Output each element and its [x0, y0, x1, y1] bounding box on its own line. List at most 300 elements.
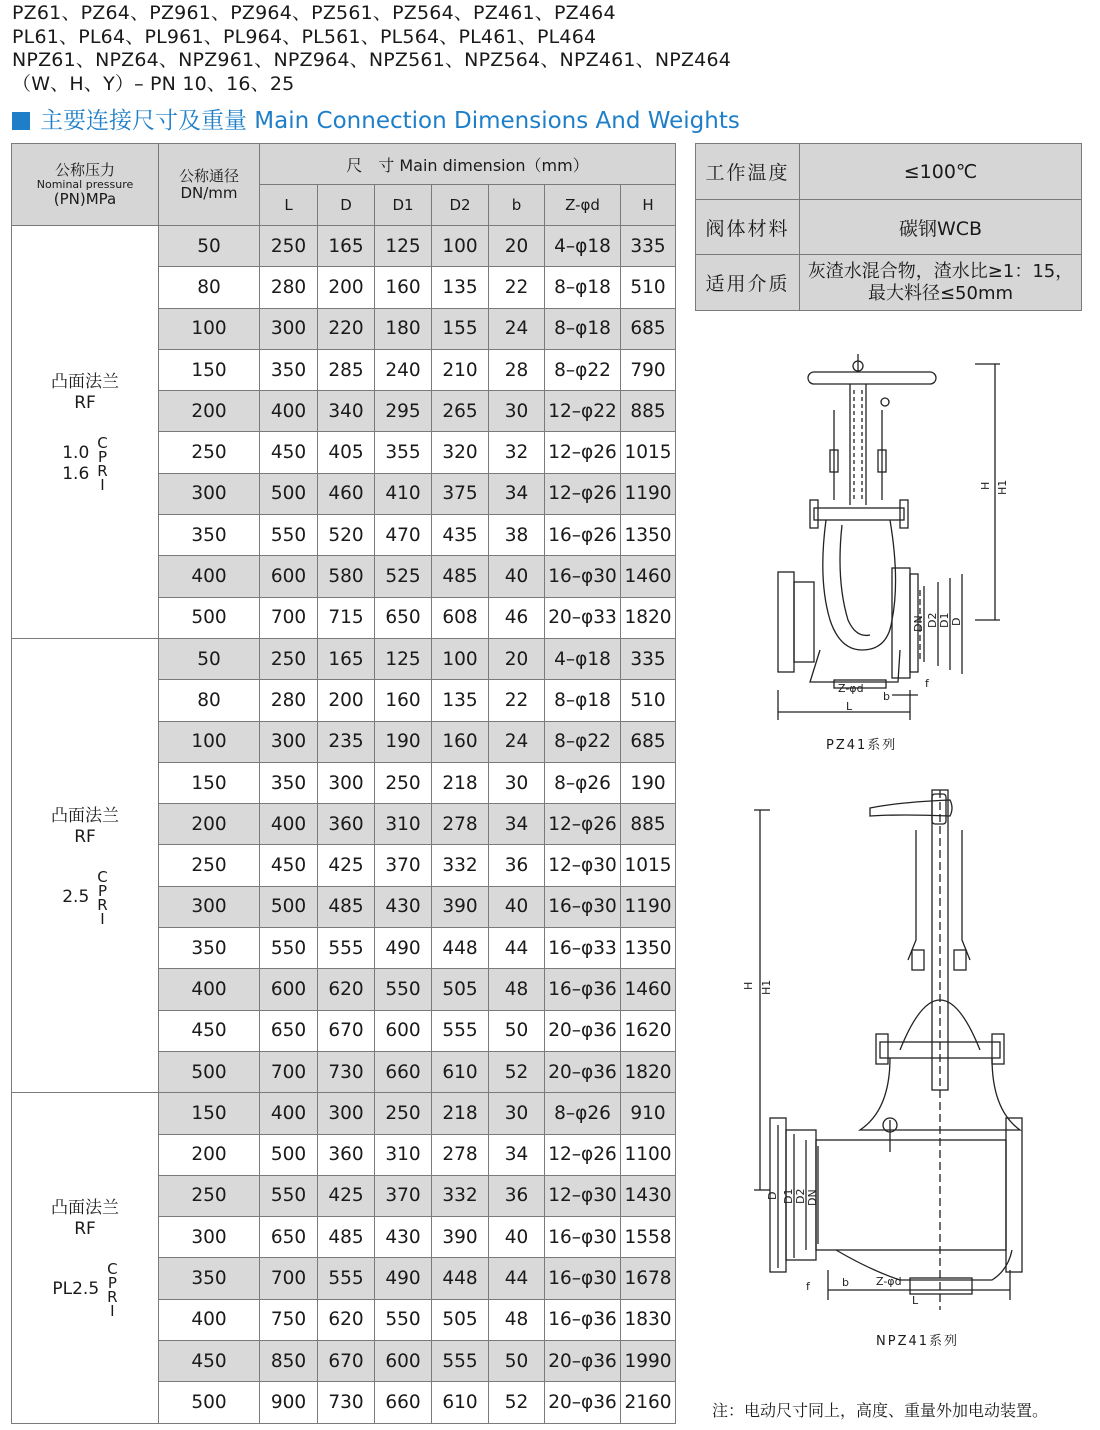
dimension-cell: 220 — [318, 308, 375, 349]
dimension-cell: 610 — [432, 1051, 489, 1092]
dimension-cell: 135 — [432, 267, 489, 308]
dimension-cell: 1830 — [621, 1299, 676, 1340]
dimension-cell: 12–φ30 — [545, 1175, 621, 1216]
dimension-cell: 36 — [489, 845, 545, 886]
header-dn — [159, 144, 260, 226]
dn-cell: 350 — [159, 928, 260, 969]
npz41-label-dn: DN — [806, 1189, 819, 1206]
dimension-cell: 485 — [432, 556, 489, 597]
dimension-cell: 210 — [432, 349, 489, 390]
npz41-label-d2: D2 — [794, 1188, 807, 1204]
dimension-cell: 485 — [318, 1217, 375, 1258]
dimension-cell: 1015 — [621, 432, 676, 473]
dimension-cell: 300 — [318, 762, 375, 803]
dimension-cell: 190 — [375, 721, 432, 762]
dimension-cell: 125 — [375, 226, 432, 267]
dimension-cell: 16–φ33 — [545, 928, 621, 969]
dimension-cell: 40 — [489, 556, 545, 597]
dimension-cell: 20 — [489, 226, 545, 267]
dimension-cell: 40 — [489, 1217, 545, 1258]
dimension-cell: 52 — [489, 1051, 545, 1092]
dimension-cell: 285 — [318, 349, 375, 390]
dn-cell: 400 — [159, 556, 260, 597]
dimension-cell: 485 — [318, 886, 375, 927]
dimension-cell: 135 — [432, 680, 489, 721]
dimension-cell: 8–φ18 — [545, 267, 621, 308]
temp-value: ≤100℃ — [800, 144, 1082, 200]
dimension-cell: 8–φ18 — [545, 308, 621, 349]
dimension-cell: 550 — [260, 928, 318, 969]
dimension-cell: 200 — [318, 267, 375, 308]
dimension-cell: 12–φ26 — [545, 804, 621, 845]
dimension-cell: 295 — [375, 391, 432, 432]
dimension-cell: 1620 — [621, 1010, 676, 1051]
section-title — [12, 102, 740, 135]
dn-cell: 200 — [159, 1134, 260, 1175]
dimension-cell: 218 — [432, 1093, 489, 1134]
square-bullet-icon — [12, 112, 30, 130]
dimension-cell: 555 — [318, 1258, 375, 1299]
dimension-cell: 550 — [260, 1175, 318, 1216]
dn-cell: 250 — [159, 432, 260, 473]
cpri-code: C P R I — [97, 867, 108, 928]
npz41-label-l: L — [912, 1294, 919, 1307]
dimension-cell: 30 — [489, 762, 545, 803]
dimension-cell: 235 — [318, 721, 375, 762]
dimension-cell: 20–φ36 — [545, 1382, 621, 1423]
dimension-cell: 160 — [432, 721, 489, 762]
dn-cell: 200 — [159, 391, 260, 432]
dimension-cell: 425 — [318, 1175, 375, 1216]
dimension-cell: 20–φ36 — [545, 1341, 621, 1382]
dimension-table-body — [12, 226, 676, 1424]
dimension-cell: 450 — [260, 845, 318, 886]
dimension-cell: 16–φ30 — [545, 886, 621, 927]
table-row — [12, 226, 676, 267]
medium-value — [800, 255, 1082, 311]
header-pressure-cn: 公称压力 — [54, 160, 115, 179]
dimension-cell: 20 — [489, 638, 545, 679]
dimension-cell: 200 — [318, 680, 375, 721]
temp-label: 工作温度 — [696, 144, 800, 200]
dn-cell: 100 — [159, 308, 260, 349]
dimension-cell: 400 — [260, 1093, 318, 1134]
flange-type: 凸面法兰 — [51, 805, 119, 826]
pz41-label-l: L — [846, 700, 853, 713]
dimension-cell: 1350 — [621, 515, 676, 556]
dimension-cell: 555 — [432, 1010, 489, 1051]
flange-rf: RF — [74, 392, 96, 413]
dimension-cell: 390 — [432, 1217, 489, 1258]
dimension-cell: 12–φ26 — [545, 473, 621, 514]
dn-cell: 400 — [159, 1299, 260, 1340]
dimension-cell: 520 — [318, 515, 375, 556]
header-pressure — [12, 144, 159, 226]
dn-cell: 80 — [159, 680, 260, 721]
dimension-cell: 620 — [318, 969, 375, 1010]
model-line-4: （W、H、Y）– PN 10、16、25 — [12, 72, 295, 95]
pz41-label-d2: D2 — [926, 612, 939, 628]
pressure-group-cell — [12, 226, 159, 639]
model-line-2: PL61、PL64、PL961、PL964、PL561、PL564、PL461、PL464 — [12, 25, 597, 48]
dn-cell: 450 — [159, 1341, 260, 1382]
dimension-cell: 670 — [318, 1341, 375, 1382]
dimension-cell: 600 — [260, 969, 318, 1010]
dimension-cell: 300 — [260, 721, 318, 762]
pz41-label-f: f — [925, 677, 929, 690]
dimension-cell: 370 — [375, 845, 432, 886]
dimension-cell: 38 — [489, 515, 545, 556]
dimension-cell: 510 — [621, 267, 676, 308]
dimension-cell: 715 — [318, 597, 375, 638]
dimension-cell: 40 — [489, 886, 545, 927]
dimension-cell: 750 — [260, 1299, 318, 1340]
dimension-cell: 405 — [318, 432, 375, 473]
npz41-valve-drawing — [740, 780, 1040, 1320]
dimension-cell: 310 — [375, 804, 432, 845]
dimension-cell: 20–φ33 — [545, 597, 621, 638]
material-label: 阀体材料 — [696, 200, 800, 255]
dimension-cell: 550 — [375, 969, 432, 1010]
pz41-label-h1: H1 — [996, 479, 1009, 495]
dimension-cell: 16–φ36 — [545, 969, 621, 1010]
dimension-cell: 685 — [621, 721, 676, 762]
dimension-cell: 670 — [318, 1010, 375, 1051]
dn-cell: 300 — [159, 473, 260, 514]
dimension-cell: 20–φ36 — [545, 1010, 621, 1051]
dimension-cell: 730 — [318, 1382, 375, 1423]
dimension-cell: 44 — [489, 1258, 545, 1299]
dimension-cell: 280 — [260, 680, 318, 721]
dimension-cell: 448 — [432, 1258, 489, 1299]
dimension-cell: 500 — [260, 1134, 318, 1175]
dimension-cell: 448 — [432, 928, 489, 969]
dimension-cell: 850 — [260, 1341, 318, 1382]
dimension-cell: 218 — [432, 762, 489, 803]
sub-header-1: L — [260, 185, 318, 226]
dimension-cell: 12–φ26 — [545, 1134, 621, 1175]
dimension-cell: 278 — [432, 804, 489, 845]
dimension-cell: 1460 — [621, 969, 676, 1010]
flange-type: 凸面法兰 — [51, 1197, 119, 1218]
dimension-cell: 650 — [260, 1010, 318, 1051]
dimension-cell: 580 — [318, 556, 375, 597]
dimension-cell: 355 — [375, 432, 432, 473]
dimension-cell: 650 — [260, 1217, 318, 1258]
dimension-cell: 250 — [260, 226, 318, 267]
dimension-cell: 400 — [260, 391, 318, 432]
dimension-cell: 1990 — [621, 1341, 676, 1382]
dimension-cell: 910 — [621, 1093, 676, 1134]
dimension-cell: 608 — [432, 597, 489, 638]
dimension-cell: 525 — [375, 556, 432, 597]
dimension-cell: 250 — [375, 762, 432, 803]
dimension-cell: 4–φ18 — [545, 226, 621, 267]
material-value: 碳钢WCB — [800, 200, 1082, 255]
model-line-3: NPZ61、NPZ64、NPZ961、NPZ964、NPZ561、NPZ564、NPZ461、NPZ464 — [12, 49, 732, 71]
dimension-cell: 4–φ18 — [545, 638, 621, 679]
dimension-cell: 370 — [375, 1175, 432, 1216]
pressure-group-cell — [12, 638, 159, 1092]
dimension-cell: 160 — [375, 267, 432, 308]
pz41-valve-drawing — [770, 350, 1040, 730]
dimension-cell: 1430 — [621, 1175, 676, 1216]
dimension-cell: 24 — [489, 308, 545, 349]
dimension-cell: 46 — [489, 597, 545, 638]
dn-cell: 300 — [159, 1217, 260, 1258]
dimension-cell: 650 — [375, 597, 432, 638]
pressure-value: 2.5 — [62, 887, 90, 908]
dimension-cell: 885 — [621, 804, 676, 845]
dimension-cell: 505 — [432, 1299, 489, 1340]
medium-label: 适用介质 — [696, 255, 800, 311]
dimension-cell: 430 — [375, 1217, 432, 1258]
dn-cell: 450 — [159, 1010, 260, 1051]
header-pressure-en: Nominal pressure — [36, 177, 134, 191]
property-table — [695, 143, 1082, 311]
dimension-cell: 1820 — [621, 1051, 676, 1092]
dimension-cell: 332 — [432, 1175, 489, 1216]
dn-cell: 100 — [159, 721, 260, 762]
dimension-cell: 490 — [375, 928, 432, 969]
dimension-cell: 660 — [375, 1382, 432, 1423]
dimension-cell: 332 — [432, 845, 489, 886]
dimension-cell: 555 — [318, 928, 375, 969]
npz41-label-b: b — [842, 1276, 849, 1289]
dimension-cell: 450 — [260, 432, 318, 473]
sub-header-4: D2 — [432, 185, 489, 226]
dimension-cell: 1820 — [621, 597, 676, 638]
dn-cell: 150 — [159, 762, 260, 803]
dimension-cell: 1190 — [621, 473, 676, 514]
npz41-label-h: H — [742, 981, 755, 990]
dimension-cell: 1460 — [621, 556, 676, 597]
dimension-cell: 550 — [375, 1299, 432, 1340]
npz41-label-d1: D1 — [782, 1188, 795, 1204]
medium-value-line-1: 灰渣水混合物，渣水比≥1：15， — [807, 260, 1074, 282]
dimension-cell: 1350 — [621, 928, 676, 969]
dimension-cell: 190 — [621, 762, 676, 803]
dimension-cell: 100 — [432, 226, 489, 267]
pz41-label-d: D — [950, 617, 963, 626]
dimension-cell: 700 — [260, 597, 318, 638]
dn-cell: 150 — [159, 349, 260, 390]
dimension-cell: 700 — [260, 1051, 318, 1092]
dn-cell: 500 — [159, 1051, 260, 1092]
dimension-cell: 300 — [260, 308, 318, 349]
pz41-label-h: H — [979, 481, 992, 490]
dimension-cell: 600 — [375, 1010, 432, 1051]
dimension-cell: 340 — [318, 391, 375, 432]
dimension-cell: 12–φ26 — [545, 432, 621, 473]
dimension-cell: 265 — [432, 391, 489, 432]
sub-header-6: Z-φd — [545, 185, 621, 226]
pressure-value: 1.0 1.6 — [62, 442, 90, 484]
dn-cell: 500 — [159, 1382, 260, 1423]
dimension-cell: 885 — [621, 391, 676, 432]
dimension-cell: 160 — [375, 680, 432, 721]
flange-rf: RF — [74, 1218, 96, 1239]
dimension-cell: 8–φ22 — [545, 721, 621, 762]
dimension-cell: 900 — [260, 1382, 318, 1423]
dn-cell: 80 — [159, 267, 260, 308]
dimension-cell: 510 — [621, 680, 676, 721]
flange-type: 凸面法兰 — [51, 371, 119, 392]
dimension-cell: 730 — [318, 1051, 375, 1092]
dn-cell: 300 — [159, 886, 260, 927]
dimension-cell: 505 — [432, 969, 489, 1010]
npz41-label-f: f — [806, 1280, 810, 1293]
table-row — [12, 638, 676, 679]
sub-header-5: b — [489, 185, 545, 226]
dimension-cell: 48 — [489, 969, 545, 1010]
dn-cell: 50 — [159, 638, 260, 679]
dimension-cell: 280 — [260, 267, 318, 308]
dimension-cell: 2160 — [621, 1382, 676, 1423]
dimension-cell: 500 — [260, 473, 318, 514]
dimension-cell: 430 — [375, 886, 432, 927]
sub-header-3: D1 — [375, 185, 432, 226]
dimension-cell: 50 — [489, 1010, 545, 1051]
dimension-cell: 1190 — [621, 886, 676, 927]
dimension-cell: 350 — [260, 762, 318, 803]
dimension-cell: 460 — [318, 473, 375, 514]
dimension-cell: 360 — [318, 804, 375, 845]
dimension-cell: 28 — [489, 349, 545, 390]
sub-header-7: H — [621, 185, 676, 226]
dimension-cell: 16–φ30 — [545, 556, 621, 597]
cpri-code: C P R I — [107, 1259, 118, 1320]
dimension-cell: 240 — [375, 349, 432, 390]
dimension-cell: 30 — [489, 1093, 545, 1134]
section-title-text: 主要连接尺寸及重量 Main Connection Dimensions And Weights — [40, 108, 740, 134]
dimension-cell: 660 — [375, 1051, 432, 1092]
dimension-cell: 550 — [260, 515, 318, 556]
dn-cell: 200 — [159, 804, 260, 845]
header-main-dimension: 尺 寸 Main dimension（mm） — [260, 144, 676, 185]
dn-cell: 350 — [159, 1258, 260, 1299]
dn-cell: 150 — [159, 1093, 260, 1134]
dimension-cell: 1100 — [621, 1134, 676, 1175]
dimension-cell: 125 — [375, 638, 432, 679]
dimension-table — [11, 143, 676, 1424]
dimension-cell: 335 — [621, 638, 676, 679]
dimension-cell: 34 — [489, 473, 545, 514]
dimension-cell: 48 — [489, 1299, 545, 1340]
dimension-cell: 180 — [375, 308, 432, 349]
dn-cell: 250 — [159, 845, 260, 886]
dimension-cell: 16–φ26 — [545, 515, 621, 556]
header-dn-cn: 公称通径 — [178, 166, 239, 185]
dimension-cell: 44 — [489, 928, 545, 969]
dimension-cell: 250 — [260, 638, 318, 679]
npz41-label-zd: Z-φd — [876, 1275, 902, 1288]
dimension-cell: 490 — [375, 1258, 432, 1299]
sub-header-2: D — [318, 185, 375, 226]
dimension-cell: 555 — [432, 1341, 489, 1382]
dimension-cell: 310 — [375, 1134, 432, 1175]
pz41-label-dn: DN — [912, 615, 925, 632]
pz41-label-d1: D1 — [938, 612, 951, 628]
dimension-cell: 155 — [432, 308, 489, 349]
dimension-cell: 52 — [489, 1382, 545, 1423]
dimension-cell: 165 — [318, 226, 375, 267]
dimension-cell: 250 — [375, 1093, 432, 1134]
dimension-cell: 350 — [260, 349, 318, 390]
dimension-cell: 34 — [489, 1134, 545, 1175]
cpri-code: C P R I — [97, 433, 108, 494]
dimension-cell: 425 — [318, 845, 375, 886]
dimension-cell: 600 — [260, 556, 318, 597]
dimension-cell: 8–φ22 — [545, 349, 621, 390]
medium-value-line-2: 最大料径≤50mm — [867, 282, 1014, 304]
dimension-cell: 410 — [375, 473, 432, 514]
handwheel-shape — [808, 372, 936, 384]
npz41-label-d: D — [766, 1191, 779, 1200]
dimension-cell: 16–φ30 — [545, 1258, 621, 1299]
dimension-cell: 165 — [318, 638, 375, 679]
dimension-cell: 390 — [432, 886, 489, 927]
dimension-cell: 34 — [489, 804, 545, 845]
dimension-cell: 20–φ36 — [545, 1051, 621, 1092]
pz41-caption: PZ41系列 — [826, 738, 898, 753]
dimension-cell: 790 — [621, 349, 676, 390]
dimension-cell: 1558 — [621, 1217, 676, 1258]
dimension-cell: 8–φ26 — [545, 762, 621, 803]
dimension-cell: 685 — [621, 308, 676, 349]
pressure-value: PL2.5 — [52, 1279, 100, 1300]
dn-cell: 500 — [159, 597, 260, 638]
dimension-cell: 360 — [318, 1134, 375, 1175]
pressure-group-cell — [12, 1093, 159, 1423]
dimension-cell: 30 — [489, 391, 545, 432]
dimension-cell: 700 — [260, 1258, 318, 1299]
dn-cell: 350 — [159, 515, 260, 556]
dimension-cell: 22 — [489, 680, 545, 721]
dimension-cell: 24 — [489, 721, 545, 762]
header-dn-unit: DN/mm — [180, 183, 238, 202]
dimension-cell: 278 — [432, 1134, 489, 1175]
flange-rf: RF — [74, 826, 96, 847]
model-list — [12, 2, 731, 96]
dn-cell: 400 — [159, 969, 260, 1010]
dimension-cell: 600 — [375, 1341, 432, 1382]
dimension-cell: 16–φ30 — [545, 1217, 621, 1258]
dimension-cell: 335 — [621, 226, 676, 267]
dimension-cell: 12–φ30 — [545, 845, 621, 886]
dimension-cell: 36 — [489, 1175, 545, 1216]
dimension-cell: 16–φ36 — [545, 1299, 621, 1340]
dimension-cell: 1678 — [621, 1258, 676, 1299]
dimension-cell: 435 — [432, 515, 489, 556]
dimension-cell: 8–φ26 — [545, 1093, 621, 1134]
dimension-cell: 610 — [432, 1382, 489, 1423]
dimension-cell: 100 — [432, 638, 489, 679]
header-pressure-unit: (PN)MPa — [53, 189, 117, 208]
dn-cell: 250 — [159, 1175, 260, 1216]
dimension-cell: 22 — [489, 267, 545, 308]
pz41-label-b: b — [883, 690, 890, 703]
pz41-label-zd: Z-φd — [838, 682, 864, 695]
dimension-cell: 320 — [432, 432, 489, 473]
dimension-cell: 375 — [432, 473, 489, 514]
dimension-cell: 12–φ22 — [545, 391, 621, 432]
footnote: 注：电动尺寸同上，高度、重量外加电动装置。 — [712, 1401, 1049, 1420]
table-row — [12, 1093, 676, 1134]
dimension-cell: 500 — [260, 886, 318, 927]
model-line-1: PZ61、PZ64、PZ961、PZ964、PZ561、PZ564、PZ461、PZ464 — [12, 2, 616, 24]
dimension-cell: 300 — [318, 1093, 375, 1134]
